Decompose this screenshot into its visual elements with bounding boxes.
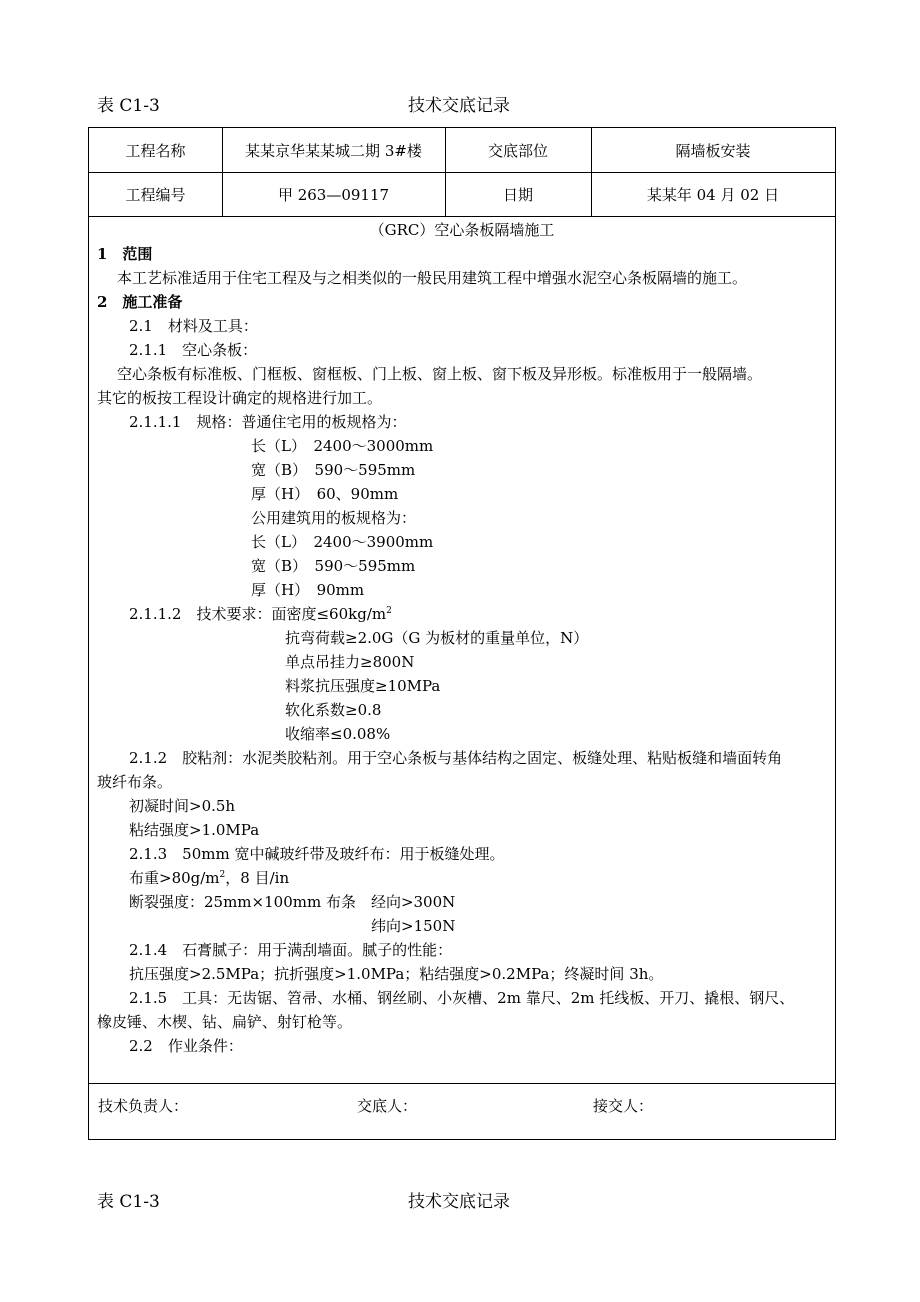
date-label: 日期 [502, 186, 533, 204]
form-title: 技术交底记录 [408, 96, 510, 116]
section-2-1-1-paragraph-1: 空心条板有标准板、门框板、窗框板、门上板、窗上板、窗下板及异形板。标准板用于一般隔墙。 [117, 365, 763, 383]
section-2-2: 2.2 作业条件： [129, 1037, 243, 1055]
section-2-1-1-paragraph-2: 其它的板按工程设计确定的规格进行加工。 [97, 389, 383, 407]
signature-divider [89, 1083, 835, 1084]
initial-set-time: 初凝时间>0.5h [129, 797, 236, 815]
tech-lead-signature: 技术负责人： [98, 1097, 189, 1115]
info-bottom-divider [89, 216, 835, 217]
residential-thickness: 厚（H） 60、90mm [251, 485, 399, 503]
section-2-1: 2.1 材料及工具： [129, 317, 258, 335]
public-spec-title: 公用建筑用的板规格为： [251, 509, 417, 527]
requirement-hanging: 单点吊挂力≥800N [285, 653, 415, 671]
bond-strength: 粘结强度>1.0MPa [129, 821, 260, 839]
form-code: 表 C1-3 [97, 96, 160, 116]
section-1-text: 本工艺标准适用于住宅工程及与之相类似的一般民用建筑工程中增强水泥空心条板隔墙的施工。 [117, 269, 748, 287]
content-title: （GRC）空心条板隔墙施工 [369, 221, 555, 239]
section-2-1-5-line-1: 2.1.5 工具：无齿锯、笤帚、水桶、钢丝刷、小灰槽、2m 靠尺、2m 托线板、开刀、撬根、钢尺、 [129, 989, 795, 1007]
residential-width: 宽（B） 590～595mm [251, 461, 416, 479]
break-strength-weft: 纬向>150N [371, 917, 456, 935]
info-row-divider [89, 172, 835, 173]
project-no-label: 工程编号 [125, 186, 186, 204]
break-strength-warp: 断裂强度：25mm×100mm 布条 经向>300N [129, 893, 456, 911]
requirement-bending: 抗弯荷载≥2.0G（G 为板材的重量单位，N） [285, 629, 589, 647]
superscript-2: 2 [219, 870, 226, 880]
public-width: 宽（B） 590～595mm [251, 557, 416, 575]
section-2-1-5-line-2: 橡皮锤、木楔、钻、扁铲、射钉枪等。 [97, 1013, 353, 1031]
surface-density-text: 2.1.1.2 技术要求：面密度≤60kg/m [129, 605, 387, 623]
section-2-1-2-line-1: 2.1.2 胶粘剂：水泥类胶粘剂。用于空心条板与基体结构之固定、板缝处理、粘贴板缝和墙面转角 [129, 749, 783, 767]
disclosure-content [89, 218, 835, 1058]
receiver-signature: 接交人： [593, 1097, 654, 1115]
section-2-1-1-2 [89, 602, 835, 626]
cloth-weight-text: 布重>80g/m [129, 869, 220, 887]
putty-properties: 抗压强度>2.5MPa；抗折强度>1.0MPa；粘结强度>0.2MPa；终凝时间 3h。 [129, 965, 664, 983]
part-value: 隔墙板安装 [675, 142, 751, 160]
discloser-signature: 交底人： [357, 1097, 418, 1115]
section-2-heading: 2 施工准备 [97, 293, 183, 311]
superscript-2: 2 [386, 606, 392, 616]
public-length: 长（L） 2400～3900mm [251, 533, 434, 551]
section-1-heading: 1 范围 [97, 245, 153, 263]
requirement-shrinkage: 收缩率≤0.08% [285, 725, 391, 743]
project-name-label: 工程名称 [125, 142, 186, 160]
part-label: 交底部位 [487, 142, 548, 160]
requirement-softening: 软化系数≥0.8 [285, 701, 382, 719]
requirement-compression: 料浆抗压强度≥10MPa [285, 677, 441, 695]
cloth-weight [89, 866, 835, 890]
project-no-value: 甲 263—09117 [277, 186, 390, 204]
date-value: 某某年 04 月 02 日 [646, 186, 780, 204]
section-2-1-2-line-2: 玻纤布条。 [97, 773, 173, 791]
section-2-1-1: 2.1.1 空心条板： [129, 341, 258, 359]
section-2-1-3: 2.1.3 50mm 宽中碱玻纤带及玻纤布：用于板缝处理。 [129, 845, 505, 863]
next-form-title: 技术交底记录 [408, 1192, 510, 1212]
disclosure-form [88, 127, 836, 1140]
public-thickness: 厚（H） 90mm [251, 581, 365, 599]
section-2-1-1-1: 2.1.1.1 规格：普通住宅用的板规格为： [129, 413, 407, 431]
project-name-value: 某某京华某某城二期 3#楼 [245, 142, 422, 160]
cloth-mesh-text: ，8 目/in [225, 869, 290, 887]
residential-length: 长（L） 2400～3000mm [251, 437, 434, 455]
next-form-code: 表 C1-3 [97, 1192, 160, 1212]
section-2-1-4: 2.1.4 石膏腻子：用于满刮墙面。腻子的性能： [129, 941, 453, 959]
